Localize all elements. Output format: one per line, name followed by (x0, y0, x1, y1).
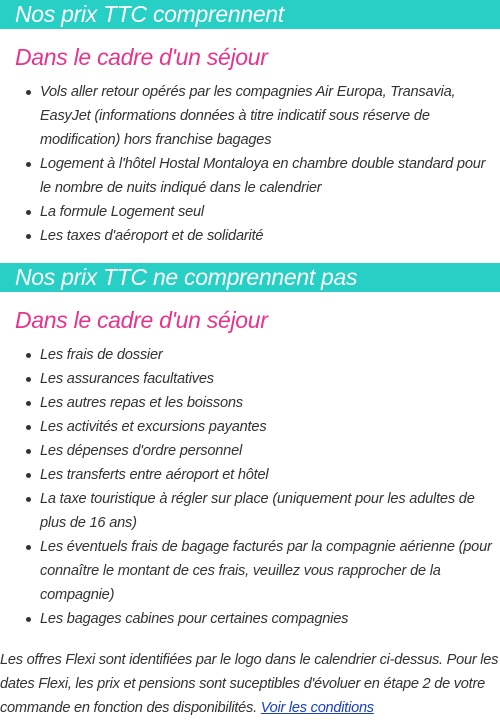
list-item-text: Les bagages cabines pour certaines compagnies (40, 611, 349, 627)
list-item (0, 80, 500, 152)
list-item-text: Logement à l'hôtel Hostal Montaloya en chambre double standard pour le nombre de nuits indiqué dans le calendrier (40, 156, 486, 196)
list-item-text: Vols aller retour opérés par les compagnies Air Europa, Transavia, EasyJet (informations données à titre indicatif sous réserve de modification) hors franchise bagages (40, 84, 456, 148)
list-item (0, 152, 500, 200)
bullet-icon (26, 497, 31, 502)
list-item-text: Les assurances facultatives (40, 371, 214, 387)
bullet-icon (26, 473, 31, 478)
list-item (0, 200, 500, 224)
bullet-icon (26, 401, 31, 406)
list-item-text: La formule Logement seul (40, 204, 204, 220)
list-item (0, 224, 500, 248)
list-item-text: Les transferts entre aéroport et hôtel (40, 467, 269, 483)
list-item (0, 487, 500, 535)
bullet-icon (26, 449, 31, 454)
bullet-icon (26, 210, 31, 215)
bullet-icon (26, 377, 31, 382)
list-item-text: La taxe touristique à régler sur place (uniquement pour les adultes de plus de 16 ans) (40, 491, 475, 531)
flexi-footnote (0, 648, 500, 720)
list-item-text: Les dépenses d'ordre personnel (40, 443, 243, 459)
excluded-list (0, 343, 500, 631)
conditions-link[interactable]: Voir les conditions (260, 700, 374, 716)
list-item (0, 463, 500, 487)
bullet-icon (26, 545, 31, 550)
excluded-section-title: Nos prix TTC ne comprennent pas (0, 263, 500, 292)
included-section-title: Nos prix TTC comprennent (0, 0, 500, 29)
list-item (0, 391, 500, 415)
list-item-text: Les taxes d'aéroport et de solidarité (40, 228, 264, 244)
bullet-icon (26, 617, 31, 622)
included-section-subtitle: Dans le cadre d'un séjour (15, 44, 268, 70)
list-item (0, 535, 500, 607)
bullet-icon (26, 425, 31, 430)
bullet-icon (26, 90, 31, 95)
list-item-text: Les activités et excursions payantes (40, 419, 267, 435)
list-item (0, 343, 500, 367)
list-item (0, 607, 500, 631)
excluded-section-subtitle: Dans le cadre d'un séjour (15, 307, 268, 333)
bullet-icon (26, 353, 31, 358)
bullet-icon (26, 234, 31, 239)
included-list (0, 80, 500, 248)
bullet-icon (26, 162, 31, 167)
list-item-text: Les frais de dossier (40, 347, 163, 363)
list-item (0, 415, 500, 439)
list-item (0, 439, 500, 463)
list-item-text: Les autres repas et les boissons (40, 395, 243, 411)
list-item-text: Les éventuels frais de bagage facturés par la compagnie aérienne (pour connaître le montant de ces frais, veuillez vous rapprocher de la compagnie) (40, 539, 492, 603)
list-item (0, 367, 500, 391)
footnote-text: Les offres Flexi sont identifiées par le logo dans le calendrier ci-dessus. Pour les dates Flexi, les prix et pensions sont suceptibles d'évoluer en étape 2 de votre commande en fonction des disponibilités. (0, 652, 499, 716)
